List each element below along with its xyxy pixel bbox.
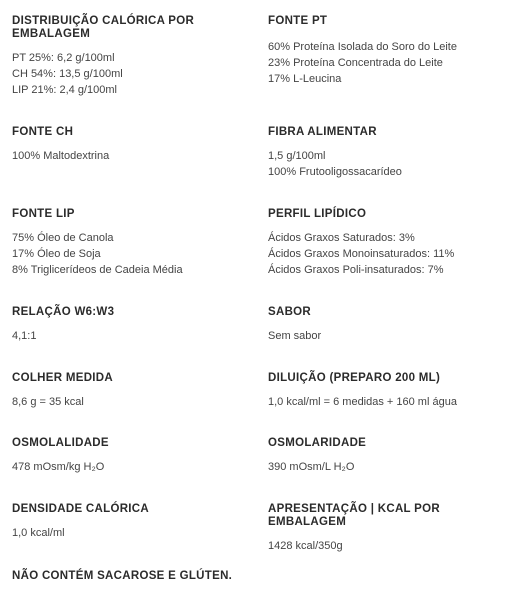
section-title: OSMOLARIDADE xyxy=(268,437,367,449)
section-line: 100% Frutooligossacarídeo xyxy=(268,166,402,178)
section-line: 1,0 kcal/ml xyxy=(12,527,65,539)
section-line: PT 25%: 6,2 g/100ml xyxy=(12,52,115,64)
section-title: COLHER MEDIDA xyxy=(12,372,114,384)
section-title: SABOR xyxy=(268,306,312,318)
section-fonte-lip xyxy=(12,208,260,278)
section-line: 8,6 g = 35 kcal xyxy=(12,396,84,408)
section-title: PERFIL LIPÍDICO xyxy=(268,208,367,220)
section-perfil-lipidico xyxy=(268,208,516,278)
section-line: 8% Triglicerídeos de Cadeia Média xyxy=(12,264,183,276)
section-fibra-alimentar xyxy=(268,126,516,180)
section-line: Ácidos Graxos Monoinsaturados: 11% xyxy=(268,248,455,260)
section-line: Sem sabor xyxy=(268,330,322,342)
section-line: 478 mOsm/kg H₂O xyxy=(12,461,105,473)
section-title: FIBRA ALIMENTAR xyxy=(268,126,377,138)
section-line: 1,0 kcal/ml = 6 medidas + 160 ml água xyxy=(268,396,457,408)
section-diluicao xyxy=(268,372,516,410)
section-line: 17% Óleo de Soja xyxy=(12,248,101,260)
section-line: LIP 21%: 2,4 g/100ml xyxy=(12,84,117,96)
section-title: FONTE CH xyxy=(12,126,74,138)
section-apresentacao xyxy=(268,503,518,554)
section-fonte-ch xyxy=(12,126,260,164)
section-title: DISTRIBUIÇÃO CALÓRICA POR EMBALAGEM xyxy=(12,15,195,40)
section-osmolalidade xyxy=(12,437,260,475)
section-title: APRESENTAÇÃO | KCAL POR EMBALAGEM xyxy=(268,503,440,528)
section-densidade-calorica xyxy=(12,503,260,541)
section-line: 4,1:1 xyxy=(12,330,37,342)
section-line: 1428 kcal/350g xyxy=(268,540,343,552)
section-colher-medida xyxy=(12,372,260,410)
allergen-notice: NÃO CONTÉM SACAROSE E GLÚTEN. xyxy=(12,570,233,582)
section-line: 75% Óleo de Canola xyxy=(12,232,114,244)
section-line: Ácidos Graxos Saturados: 3% xyxy=(268,232,415,244)
section-fonte-pt xyxy=(268,15,516,87)
section-title: RELAÇÃO W6:W3 xyxy=(12,306,115,318)
section-title: DENSIDADE CALÓRICA xyxy=(12,503,150,515)
section-distribuicao-calorica xyxy=(12,15,260,98)
section-line: 100% Maltodextrina xyxy=(12,150,110,162)
section-title: OSMOLALIDADE xyxy=(12,437,109,449)
section-line: Ácidos Graxos Poli-insaturados: 7% xyxy=(268,264,444,276)
section-line: CH 54%: 13,5 g/100ml xyxy=(12,68,123,80)
section-sabor xyxy=(268,306,516,344)
section-line: 1,5 g/100ml xyxy=(268,150,326,162)
section-title: FONTE PT xyxy=(268,15,328,27)
section-title: DILUIÇÃO (PREPARO 200 ML) xyxy=(268,372,441,384)
section-line: 390 mOsm/L H₂O xyxy=(268,461,355,473)
section-line: 23% Proteína Concentrada do Leite xyxy=(268,57,443,69)
section-osmolaridade xyxy=(268,437,516,475)
section-line: 60% Proteína Isolada do Soro do Leite xyxy=(268,41,457,53)
section-relacao-w6w3 xyxy=(12,306,260,344)
section-title: FONTE LIP xyxy=(12,208,75,220)
section-line: 17% L-Leucina xyxy=(268,73,342,85)
